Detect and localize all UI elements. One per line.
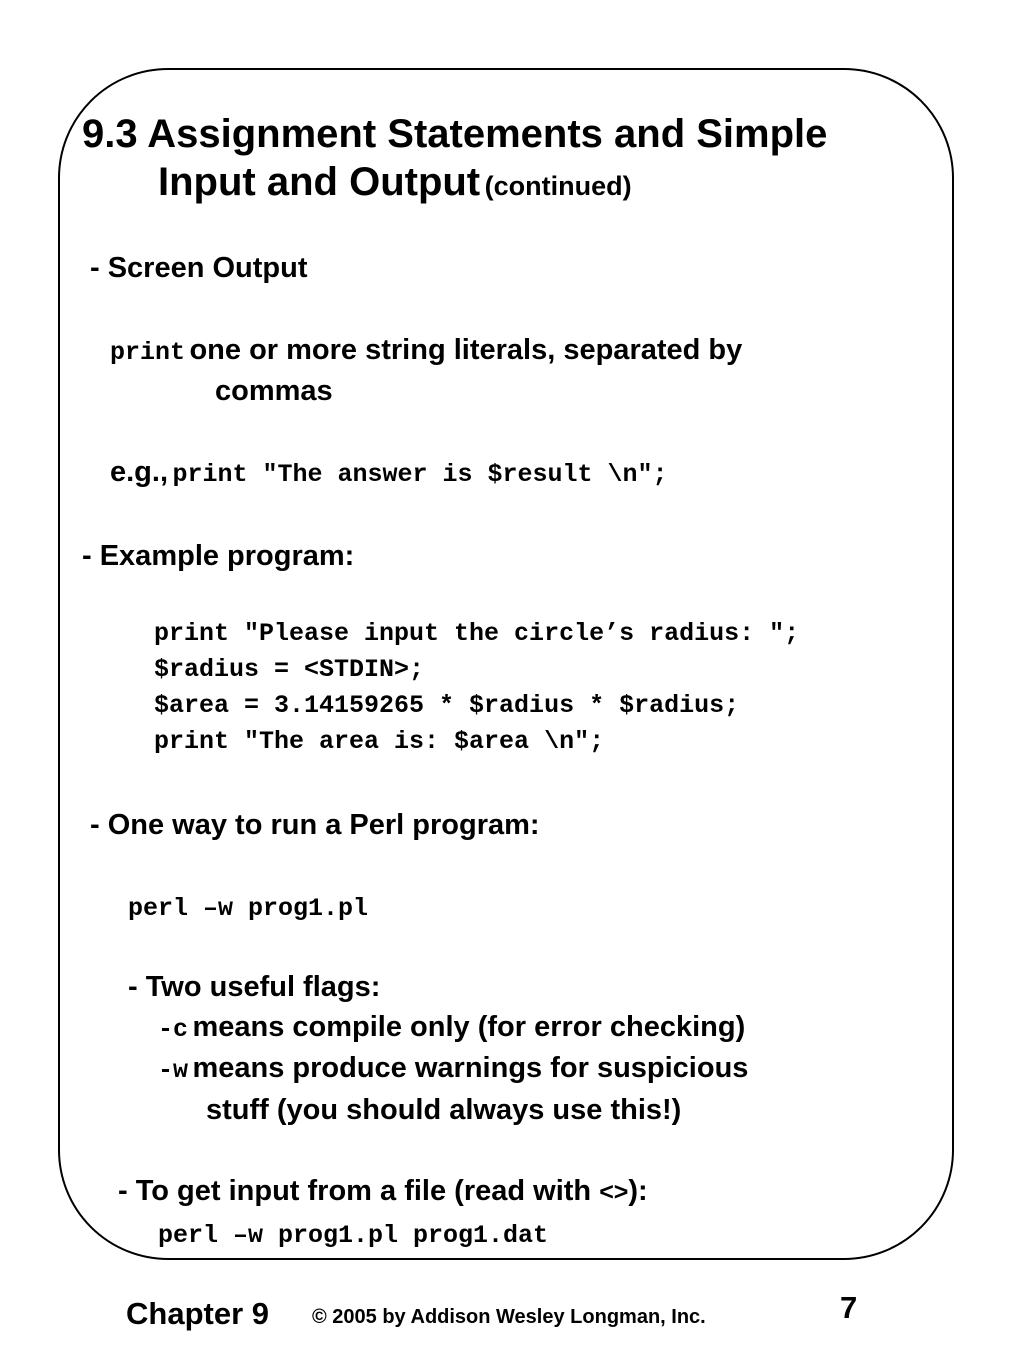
file-input-heading: [118, 1175, 648, 1208]
flag-w-desc-line1: means produce warnings for suspicious: [192, 1052, 749, 1084]
example-program-heading: - Example program:: [82, 540, 355, 572]
file-input-command: perl –w prog1.pl prog1.dat: [158, 1221, 549, 1250]
example-code-block: [154, 616, 799, 760]
file-input-heading-suffix: ):: [628, 1175, 648, 1207]
footer-copyright: © 2005 by Addison Wesley Longman, Inc.: [312, 1306, 706, 1328]
eg-line: [110, 456, 668, 489]
run-program-heading: - One way to run a Perl program:: [90, 809, 540, 841]
flag-w: -w: [158, 1056, 189, 1085]
flags-heading: - Two useful flags:: [128, 971, 381, 1003]
file-input-operator: <>: [599, 1178, 629, 1206]
flag-c-desc: means compile only (for error checking): [192, 1011, 746, 1043]
footer-chapter: Chapter 9: [126, 1296, 269, 1331]
screen-output-heading: - Screen Output: [90, 252, 308, 284]
print-desc-line1: one or more string literals, separated by: [189, 334, 743, 366]
flag-c: -c: [158, 1015, 189, 1044]
slide-title-line2: [158, 158, 632, 206]
run-command: perl –w prog1.pl: [128, 894, 369, 923]
eg-code: print "The answer is $result \n";: [172, 460, 668, 489]
flag-w-line: [158, 1052, 748, 1085]
file-input-heading-prefix: - To get input from a file (read with: [118, 1175, 600, 1207]
slide-title-suffix: (continued): [484, 171, 632, 201]
code-line: print "The area is: $area \n";: [154, 727, 605, 756]
print-description: [110, 334, 742, 367]
flag-w-desc-line2: stuff (you should always use this!): [206, 1094, 682, 1126]
slide-title-line1: 9.3 Assignment Statements and Simple: [82, 112, 828, 156]
flag-c-line: [158, 1011, 745, 1044]
print-desc-line2: commas: [215, 375, 333, 407]
eg-label: e.g.,: [110, 456, 169, 488]
code-line: $radius = <STDIN>;: [154, 655, 425, 684]
footer-page-number: 7: [840, 1290, 858, 1325]
code-line: print "Please input the circle’s radius: ";: [154, 619, 800, 648]
slide-title-main: Input and Output: [158, 160, 481, 204]
code-line: $area = 3.14159265 * $radius * $radius;: [154, 691, 740, 720]
print-keyword: print: [110, 338, 186, 367]
